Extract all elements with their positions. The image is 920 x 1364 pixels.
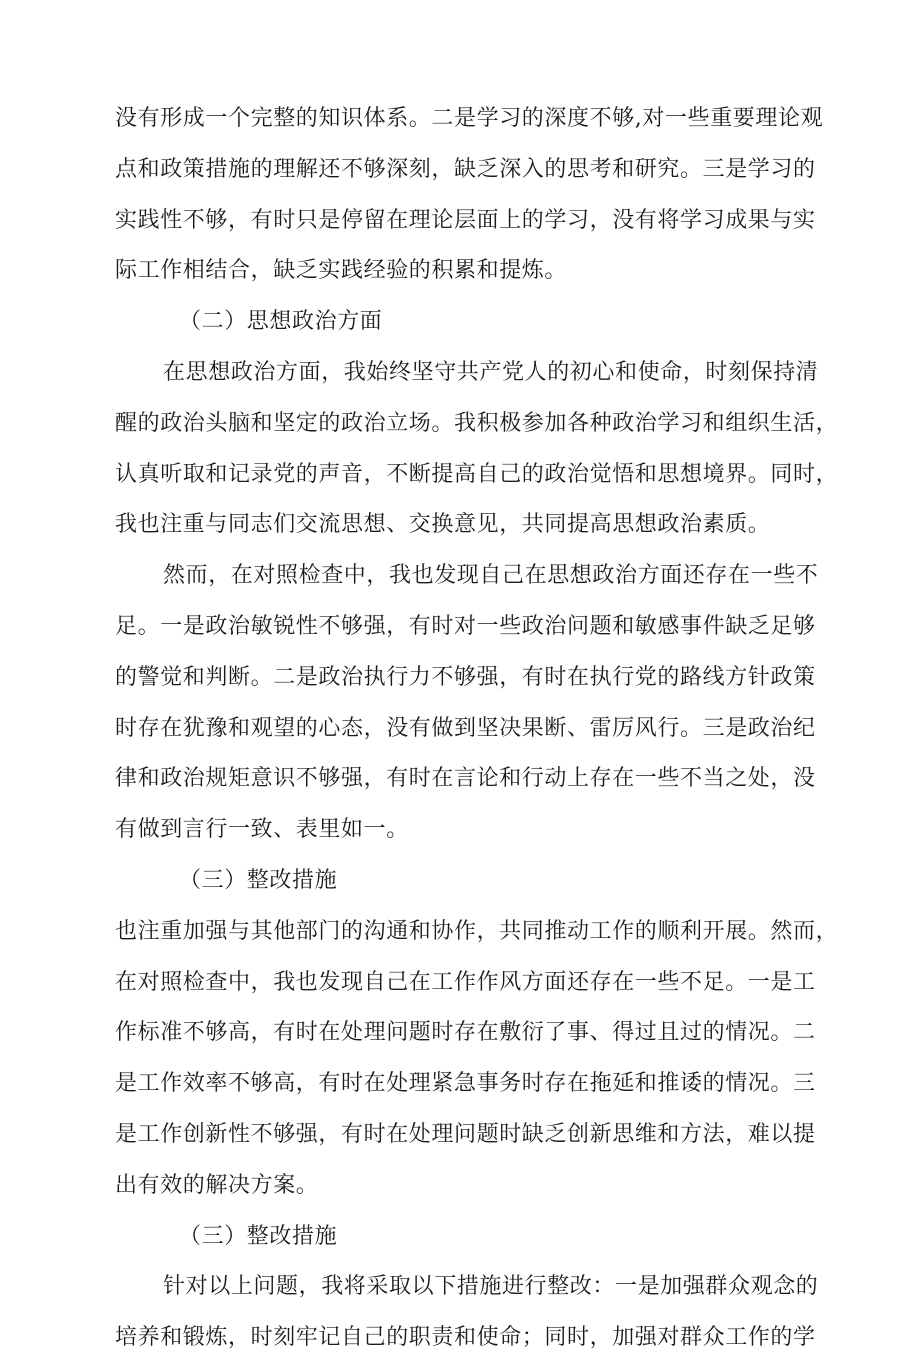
section-heading: （三）整改措施 bbox=[179, 867, 338, 893]
text-line: 出有效的解决方案。 bbox=[115, 1172, 319, 1198]
body-text bbox=[115, 94, 845, 1364]
text-line: 针对以上问题，我将采取以下措施进行整改：一是加强群众观念的 bbox=[163, 1274, 819, 1300]
text-line: 是工作创新性不够强，有时在处理问题时缺乏创新思维和方法，难以提 bbox=[115, 1121, 816, 1147]
text-line: 然而，在对照检查中，我也发现自己在思想政治方面还存在一些不 bbox=[163, 563, 819, 589]
text-line: 是工作效率不够高，有时在处理紧急事务时存在拖延和推诿的情况。三 bbox=[115, 1071, 816, 1097]
text-line: 时存在犹豫和观望的心态，没有做到坚决果断、雷厉风行。三是政治纪 bbox=[115, 715, 816, 741]
text-line: 也注重加强与其他部门的沟通和协作，共同推动工作的顺利开展。然而， bbox=[115, 918, 839, 944]
text-line: 在对照检查中，我也发现自己在工作作风方面还存在一些不足。一是工 bbox=[115, 969, 816, 995]
text-line: 醒的政治头脑和坚定的政治立场。我积极参加各种政治学习和组织生活， bbox=[115, 410, 839, 436]
text-line: 足。一是政治敏锐性不够强，有时对一些政治问题和敏感事件缺乏足够 bbox=[115, 613, 816, 639]
text-line: 在思想政治方面，我始终坚守共产党人的初心和使命，时刻保持清 bbox=[163, 359, 819, 385]
text-line: 作标准不够高，有时在处理问题时存在敷衍了事、得过且过的情况。二 bbox=[115, 1020, 816, 1046]
text-line: 培养和锻炼，时刻牢记自己的职责和使命；同时，加强对群众工作的学 bbox=[115, 1325, 816, 1351]
text-line: 的警觉和判断。二是政治执行力不够强，有时在执行党的路线方针政策 bbox=[115, 664, 816, 690]
text-line: 律和政治规矩意识不够强，有时在言论和行动上存在一些不当之处，没 bbox=[115, 766, 816, 792]
text-line: 认真听取和记录党的声音，不断提高自己的政治觉悟和思想境界。同时， bbox=[115, 461, 839, 487]
text-line: 际工作相结合，缺乏实践经验的积累和提炼。 bbox=[115, 258, 568, 284]
text-line: 没有形成一个完整的知识体系。二是学习的深度不够,对一些重要理论观 bbox=[115, 106, 824, 131]
section-heading: （二）思想政治方面 bbox=[179, 309, 383, 335]
text-line: 点和政策措施的理解还不够深刻，缺乏深入的思考和研究。三是学习的 bbox=[115, 156, 816, 182]
section-heading: （三）整改措施 bbox=[179, 1223, 338, 1249]
text-line: 实践性不够，有时只是停留在理论层面上的学习，没有将学习成果与实 bbox=[115, 207, 816, 233]
text-line: 有做到言行一致、表里如一。 bbox=[115, 817, 409, 843]
text-line: 我也注重与同志们交流思想、交换意见，共同提高思想政治素质。 bbox=[115, 512, 771, 538]
